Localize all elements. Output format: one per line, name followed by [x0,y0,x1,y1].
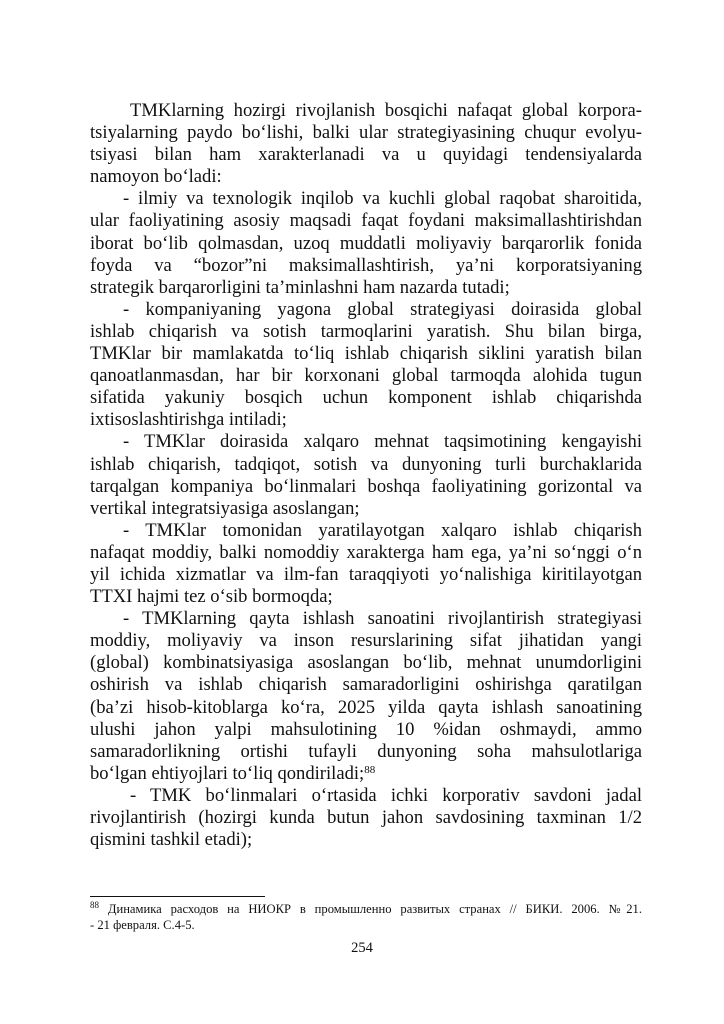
footnote-line [90,901,642,917]
paragraph-line: ulushi jahon yalpi mahsulotining 10 %idan oshmaydi, ammo [90,718,642,740]
paragraph-line: oshirish va ishlab chiqarish samaradorligini oshirishga qaratilgan [90,674,642,696]
paragraph-line: nafaqat moddiy, balki nomoddiy xarakterga ham ega, ya’ni so‘nggi o‘n [90,541,642,563]
paragraph-line: namoyon bo‘ladi: [90,166,222,188]
body-text [90,100,642,851]
paragraph-line: - TMKlar doirasida xalqaro mehnat taqsimotining kengayishi [123,431,642,453]
paragraph-line: (global) kombinatsiyasiga asoslangan bo‘lib, mehnat unumdorligini [90,652,642,674]
paragraph-line [90,763,642,785]
paragraph-line: TMKlar bir mamlakatda to‘liq ishlab chiqarish siklini yaratish bilan [90,343,642,365]
paragraph-line: ixtisoslashtirishga intiladi; [90,409,287,431]
paragraph-line: - kompaniyaning yagona global strategiyasi doirasida global [123,298,642,320]
paragraph-line: vertikal integratsiyasiga asoslangan; [90,497,360,519]
paragraph-line: tarqalgan kompaniya bo‘linmalari boshqa faoliyatining gorizontal va [90,475,642,497]
paragraph-line: sifatida yakuniy bosqich uchun komponent ishlab chiqarishda [90,387,642,409]
paragraph-line: rivojlantirish (hozirgi kunda butun jahon savdosining taxminan 1/2 [90,807,642,828]
page-number: 254 [351,940,373,956]
paragraph-line: - TMK bo‘linmalari o‘rtasida ichki korporativ savdoni jadal [130,784,642,806]
paragraph-line: qismini tashkil etadi); [90,829,253,851]
paragraph-line: samaradorlikning ortishi tufayli dunyoning soha mahsulotlariga [90,740,642,762]
footnote-marker: 88 [90,900,99,910]
paragraph-line: qanoatlanmasdan, har bir korxonani global tarmoqda alohida tugun [90,365,642,387]
paragraph-line: strategik barqarorligini ta’minlashni ham nazarda tutadi; [90,276,510,298]
paragraph-line: TTXI hajmi tez o‘sib bormoqda; [90,586,333,608]
paragraph-line: yil ichida xizmatlar va ilm-fan taraqqiyoti yo‘nalishiga kiritilayotgan [90,563,642,585]
paragraph-line: tsiyasi bilan ham xarakterlanadi va u quyidagi tendensiyalarda [90,144,642,166]
paragraph-line: ishlab chiqarish va sotish tarmoqlarini yaratish. Shu bilan birga, [90,320,642,342]
paragraph-line: tsiyalarning paydo bo‘lishi, balki ular strategiyasining chuqur evolyu- [90,122,642,144]
paragraph-line: iborat bo‘lib qolmasdan, uzoq muddatli moliyaviy barqarorlik fonida [90,232,642,254]
paragraph-line: - TMKlarning qayta ishlash sanoatini rivojlantirish strategiyasi [123,608,642,630]
paragraph-line: TMKlarning hozirgi rivojlanish bosqichi nafaqat global korpora- [130,100,642,121]
paragraph-line-text: bo‘lgan ehtiyojlari to‘liq qondiriladi; [90,762,365,784]
paragraph-line: ular faoliyatining asosiy maqsadi faqat foydani maksimallashtirishdan [90,210,642,232]
paragraph-line: (ba’zi hisob-kitoblarga ko‘ra, 2025 yilda qayta ishlash sanoatining [90,696,642,718]
footnote-line: - 21 февраля. С.4-5. [90,918,195,932]
paragraph-line: - TMKlar tomonidan yaratilayotgan xalqaro ishlab chiqarish [123,519,642,541]
paragraph-line: foyda va “bozor”ni maksimallashtirish, ya’ni korporatsiyaning [90,254,642,276]
paragraph-line: moddiy, moliyaviy va inson resurslarining sifat jihatidan yangi [90,630,642,652]
footnote-reference[interactable]: 88 [364,763,376,776]
footnote-divider [90,896,265,897]
paragraph-line: ishlab chiqarish, tadqiqot, sotish va dunyoning turli burchaklarida [90,453,642,475]
paragraph-line: - ilmiy va texnologik inqilob va kuchli global raqobat sharoitida, [123,188,642,210]
footnote [90,901,642,933]
footnote-text: Динамика расходов на НИОКР в промышленно развитых странах // БИКИ. 2006. №21. [107,902,642,916]
